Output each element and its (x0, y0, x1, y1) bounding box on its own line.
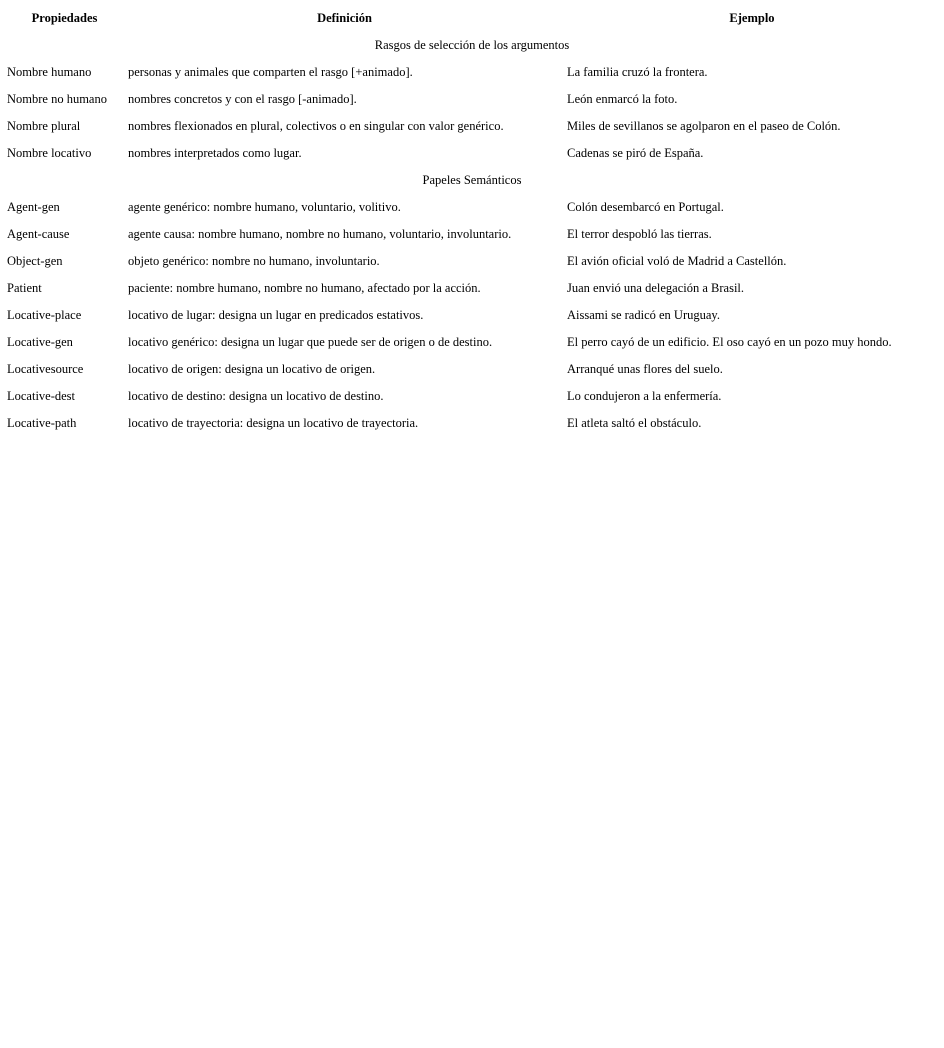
property-cell: Object-gen (7, 254, 63, 268)
definition-cell: locativo genérico: designa un lugar que puede ser de origen o de destino. (128, 335, 493, 349)
section-row (4, 167, 940, 194)
property-cell: Nombre no humano (7, 92, 107, 106)
example-cell: Juan envió una delegación a Brasil. (567, 281, 745, 295)
table-row (4, 275, 940, 302)
example-cell: El avión oficial voló de Madrid a Castellón. (567, 254, 787, 268)
example-cell: El terror despobló las tierras. (567, 227, 712, 241)
table-row (4, 113, 940, 140)
example-cell: Aissami se radicó en Uruguay. (567, 308, 720, 322)
table-row (4, 86, 940, 113)
definition-cell: agente genérico: nombre humano, voluntario, volitivo. (128, 200, 401, 214)
table-row (4, 329, 940, 356)
section-title: Rasgos de selección de los argumentos (374, 38, 570, 52)
definition-cell: locativo de lugar: designa un lugar en predicados estativos. (128, 308, 424, 322)
definition-cell: nombres flexionados en plural, colectivos o en singular con valor genérico. (128, 119, 504, 133)
property-cell: Locative-dest (7, 389, 76, 403)
definition-cell: nombres concretos y con el rasgo [-animado]. (128, 92, 357, 106)
table-row (4, 248, 940, 275)
property-cell: Locative-path (7, 416, 77, 430)
property-cell: Agent-gen (7, 200, 60, 214)
header-ejemplo: Ejemplo (729, 11, 775, 25)
table-body (4, 32, 940, 437)
example-cell: Arranqué unas flores del suelo. (567, 362, 723, 376)
header-row (4, 5, 940, 32)
header-definicion: Definición (317, 11, 372, 25)
table-row (4, 59, 940, 86)
section-row (4, 32, 940, 59)
example-cell: Colón desembarcó en Portugal. (567, 200, 724, 214)
example-cell: El perro cayó de un edificio. El oso cayó en un pozo muy hondo. (567, 335, 892, 349)
property-cell: Locativesource (7, 362, 84, 376)
property-cell: Locative-gen (7, 335, 73, 349)
example-cell: Lo condujeron a la enfermería. (567, 389, 722, 403)
example-cell: Cadenas se piró de España. (567, 146, 704, 160)
property-cell: Locative-place (7, 308, 82, 322)
definition-cell: locativo de trayectoria: designa un locativo de trayectoria. (128, 416, 419, 430)
example-cell: El atleta saltó el obstáculo. (567, 416, 702, 430)
definition-cell: locativo de destino: designa un locativo de destino. (128, 389, 384, 403)
definition-cell: paciente: nombre humano, nombre no humano, afectado por la acción. (128, 281, 481, 295)
property-cell: Nombre plural (7, 119, 81, 133)
example-cell: Miles de sevillanos se agolparon en el paseo de Colón. (567, 119, 841, 133)
table-row (4, 302, 940, 329)
property-cell: Nombre locativo (7, 146, 92, 160)
header-propiedades: Propiedades (31, 11, 98, 25)
definition-cell: nombres interpretados como lugar. (128, 146, 302, 160)
semantic-properties-table (4, 5, 940, 437)
property-cell: Patient (7, 281, 42, 295)
table-row (4, 410, 940, 437)
table-row (4, 140, 940, 167)
table-row (4, 194, 940, 221)
definition-cell: personas y animales que comparten el rasgo [+animado]. (128, 65, 413, 79)
definition-cell: locativo de origen: designa un locativo de origen. (128, 362, 376, 376)
section-title: Papeles Semánticos (422, 173, 522, 187)
example-cell: León enmarcó la foto. (567, 92, 678, 106)
example-cell: La familia cruzó la frontera. (567, 65, 708, 79)
property-cell: Agent-cause (7, 227, 70, 241)
definition-cell: agente causa: nombre humano, nombre no humano, voluntario, involuntario. (128, 227, 512, 241)
table-row (4, 383, 940, 410)
table-row (4, 356, 940, 383)
definition-cell: objeto genérico: nombre no humano, involuntario. (128, 254, 380, 268)
table-row (4, 221, 940, 248)
property-cell: Nombre humano (7, 65, 92, 79)
